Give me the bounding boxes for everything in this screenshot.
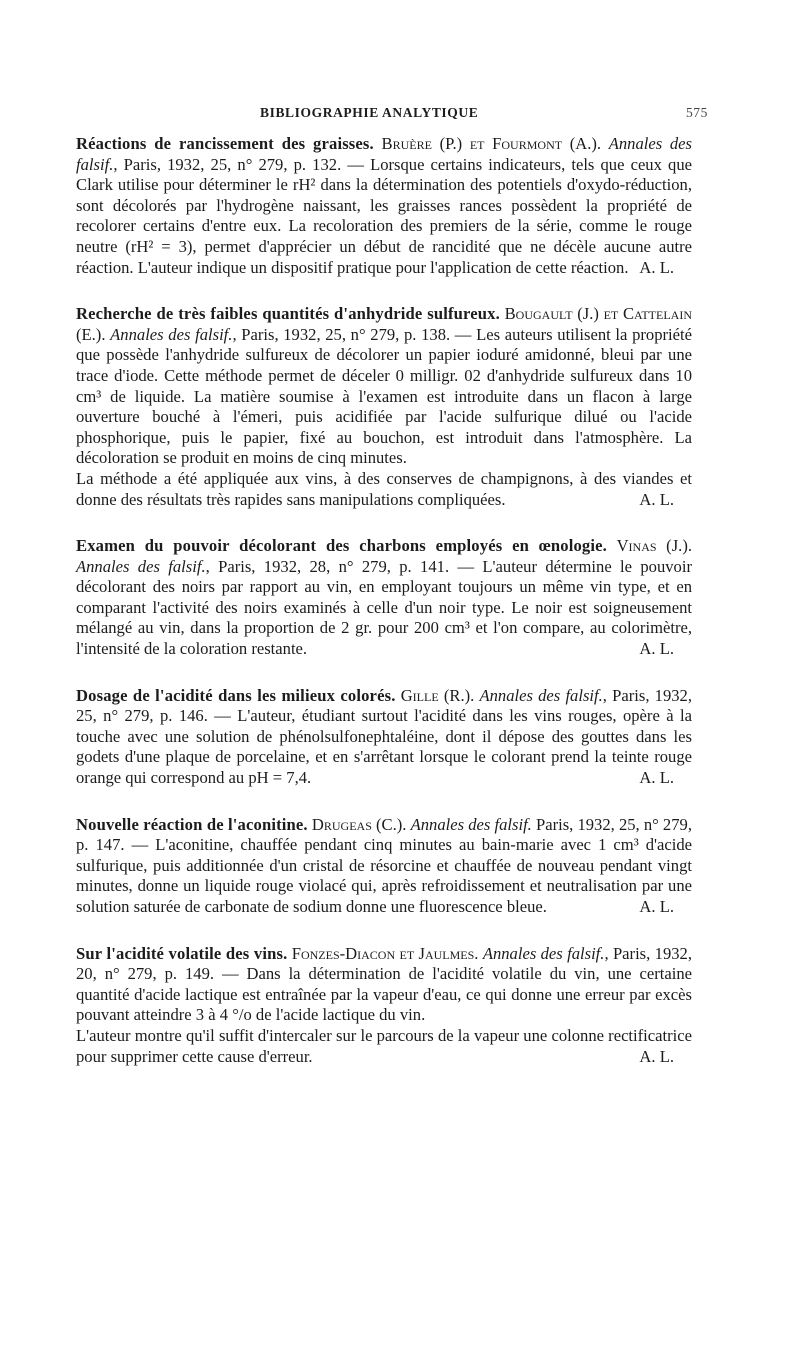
entry-journal: Annales des falsif. — [410, 814, 532, 834]
entry-title: Recherche de très faibles quantités d'anhydride sulfureux. — [76, 304, 500, 324]
entry-authors: Fonzes-Diacon et Jaulmes. — [291, 943, 479, 963]
entry-authors: Bruère (P.) et Fourmont (A.). — [381, 134, 602, 153]
running-head-title: BIBLIOGRAPHIE ANALYTIQUE — [260, 105, 479, 120]
entry-title: Dosage de l'acidité dans les milieux colorés. — [76, 685, 396, 705]
entry-journal: Annales des falsif. — [76, 556, 206, 576]
entry-citation: , Paris, 1932, 20, n° 279, p. 149. — — [76, 943, 692, 984]
abstract-entry — [76, 815, 692, 918]
entry-signature: A. L. — [639, 257, 674, 277]
entry-journal: Annales des falsif. — [76, 134, 692, 174]
entry-authors: Drugeas (C.). — [311, 814, 407, 834]
entry-signature: A. L. — [639, 489, 674, 509]
entry-body-continued: La méthode a été appliquée aux vins, à des conserves de champignons, à des viandes et donne des résultats très rapides sans manipulations compliquées. — [76, 468, 692, 509]
entry-signature: A. L. — [639, 639, 674, 659]
entry-citation: , Paris, 1932, 25, n° 279, p. 146. — — [76, 685, 692, 726]
abstract-entry — [76, 686, 692, 789]
running-head — [76, 103, 708, 125]
entry-body-continued: L'auteur montre qu'il suffit d'intercaler sur le parcours de la vapeur une colonne rectificatrice pour supprimer cette cause d'erreur. — [76, 1025, 692, 1066]
entry-signature: A. L. — [639, 897, 674, 916]
entry-title: Examen du pouvoir décolorant des charbons employés en œnologie. — [76, 536, 607, 556]
entry-citation: , Paris, 1932, 25, n° 279, p. 132. — — [113, 154, 364, 174]
abstract-entry — [76, 536, 692, 660]
entry-title: Réactions de rancissement des graisses. — [76, 134, 374, 153]
abstract-entry — [76, 134, 692, 278]
entry-journal: Annales des falsif. — [479, 685, 603, 705]
entry-citation: , Paris, 1932, 28, n° 279, p. 141. — — [205, 556, 475, 576]
entry-citation: , Paris, 1932, 25, n° 279, p. 138. — — [232, 324, 472, 344]
abstract-entry — [76, 304, 692, 510]
entry-authors: Bougault (J.) et Cattelain (E.). — [76, 304, 692, 344]
entry-citation: Paris, 1932, 25, n° 279, p. 147. — — [76, 814, 692, 855]
entry-authors: Gille (R.). — [400, 685, 475, 705]
entry-signature: A. L. — [639, 1046, 674, 1066]
document-page — [76, 103, 708, 1067]
entry-body: L'auteur détermine le pouvoir décolorant des noirs par rapport au vin, en employant toujours un même vin type, et en comparant l'activité des noirs examinés à celle d'un noir type. Le noir est soigneusement mélangé au vin, dans la proportion de 2 gr. pour 200 cm³ et l'on compare, au colorimètre, l'intensité de la coloration restante. — [76, 556, 692, 659]
entry-journal: Annales des falsif. — [110, 324, 233, 344]
abstract-entry — [76, 944, 692, 1068]
entry-journal: Annales des falsif. — [482, 943, 605, 963]
entry-title: Nouvelle réaction de l'aconitine. — [76, 814, 308, 834]
entry-body: L'auteur, étudiant surtout l'acidité dans les vins rouges, opère à la touche avec une solution de phénolsulfonephtaléine, dont il dépose des gouttes dans les godets d'une plaque de porcelaine, et en s'arrêtant lorsque le colorant prend la teinte rouge orange qui correspond au pH = 7,4. — [76, 706, 692, 788]
entry-title: Sur l'acidité volatile des vins. — [76, 943, 288, 963]
page-number: 575 — [685, 105, 708, 120]
entry-body: Dans la détermination de l'acidité volatile du vin, une certaine quantité d'acide lactique est entraînée par la vapeur d'eau, ce qui donne une erreur par excès pouvant atteindre 3 à 4 °/o de l'acide lactique du vin. — [76, 964, 692, 1025]
entry-authors: Vinas (J.). — [616, 536, 692, 556]
entry-body: L'aconitine, chauffée pendant cinq minutes au bain-marie avec 1 cm³ d'acide sulfurique, puis additionnée d'un cristal de résorcine et chauffée de nouveau pendant vingt minutes, donne un liquide rouge violacé qui, après refroidissement et neutralisation par une solution saturée de carbonate de sodium donne une fluorescence bleue. — [76, 835, 693, 916]
entry-body: Lorsque certains indicateurs, tels que ceux que Clark utilise pour déterminer le rH² dans la détermination des potentiels d'oxydo-réduction, sont décolorés par l'hydrogène naissant, les graisses rances possèdent la propriété de recolorer certains d'entre eux. La recoloration des premiers de la série, comme le rouge neutre (rH² = 3), permet d'apprécier un début de rancidité que ne décèle aucune autre réaction. L'auteur indique un dispositif pratique pour l'application de cette réaction. — [76, 154, 692, 277]
entry-body: Les auteurs utilisent la propriété que possède l'anhydride sulfureux de décolorer un papier ioduré amidonné, bleui par une trace d'iode. Cette méthode permet de déceler 0 milligr. 02 d'anhydride sulfureux dans 10 cm³ de liquide. La matière soumise à l'examen est introduite dans un flacon à large ouverture bouché à l'émeri, puis acidifiée par l'acide sulfurique dilué ou l'acide phosphorique, puis le papier, fixé au bouchon, est introduit dans l'atmosphère. La décoloration se produit en moins de cinq minutes. — [76, 324, 692, 468]
entry-signature: A. L. — [639, 768, 674, 788]
